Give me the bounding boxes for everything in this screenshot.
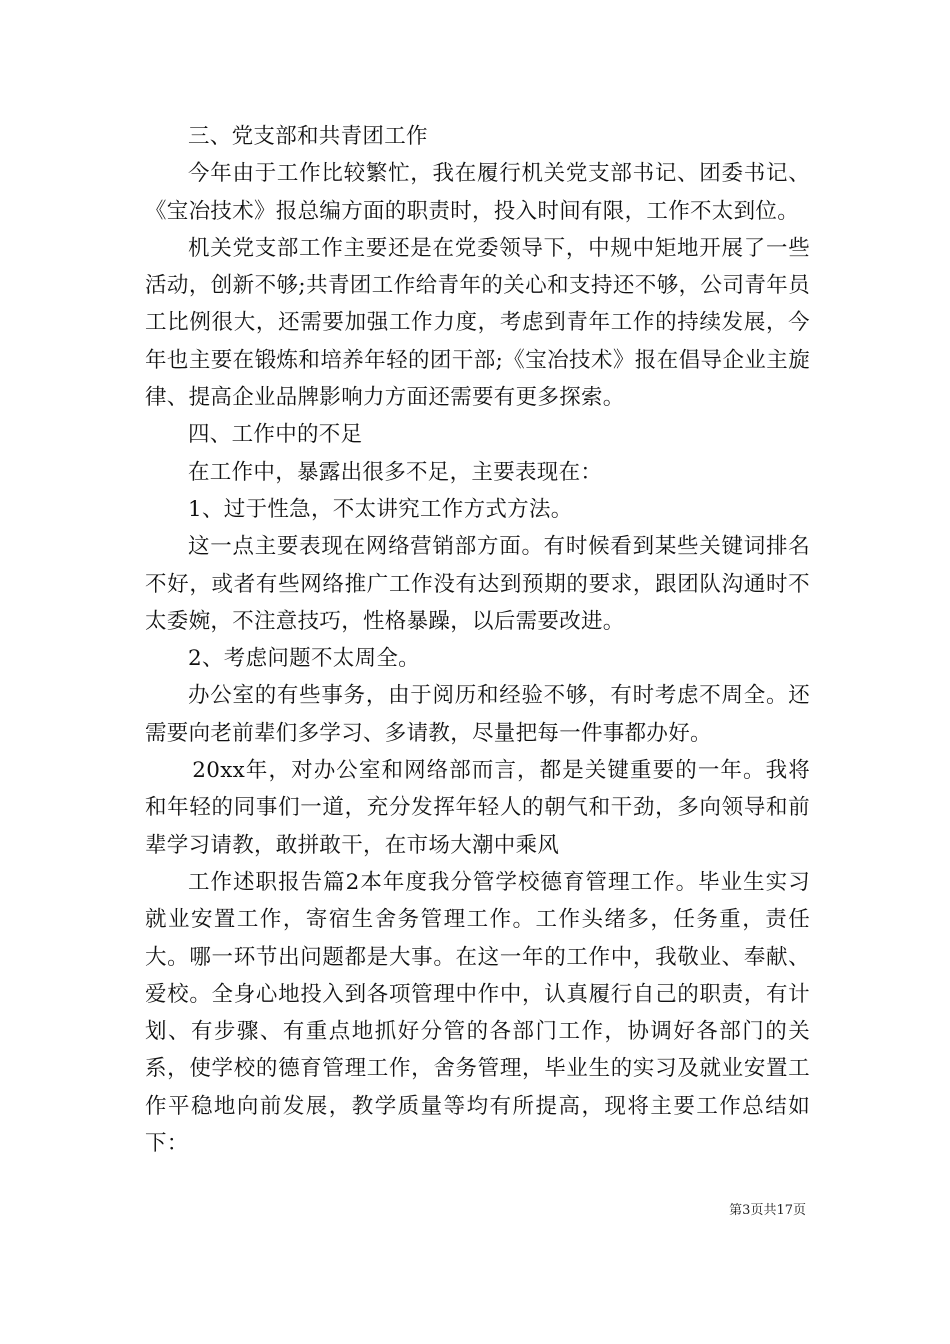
paragraph: 今年由于工作比较繁忙，我在履行机关党支部书记、团委书记、《宝冶技术》报总编方面的职责时，投入时间有限，工作不太到位。 bbox=[145, 161, 810, 224]
list-item: 1、过于性急，不太讲究工作方式方法。 bbox=[188, 496, 573, 522]
paragraph: 20xx年，对办公室和网络部而言，都是关键重要的一年。我将和年轻的同事们一道，充分发挥年轻人的朝气和干劲，多向领导和前辈学习请教，敢拼敢干，在市场大潮中乘风 bbox=[145, 758, 810, 858]
paragraph: 工作述职报告篇2本年度我分管学校德育管理工作。毕业生实习就业安置工作，寄宿生舍务管理工作。工作头绪多，任务重，责任大。哪一环节出问题都是大事。在这一年的工作中，我敬业、奉献、爱校。全身心地投入到各项管理中作中，认真履行自己的职责，有计划、有步骤、有重点地抓好分管的各部门工作，协调好各部门的关系，使学校的德育管理工作，舍务管理，毕业生的实习及就业安置工作平稳地向前发展，教学质量等均有所提高，现将主要工作总结如下： bbox=[145, 869, 810, 1157]
paragraph: 这一点主要表现在网络营销部方面。有时候看到某些关键词排名不好，或者有些网络推广工作没有达到预期的要求，跟团队沟通时不太委婉，不注意技巧，性格暴躁，以后需要改进。 bbox=[145, 534, 810, 634]
list-item: 2、考虑问题不太周全。 bbox=[188, 646, 420, 672]
paragraph: 办公室的有些事务，由于阅历和经验不够，有时考虑不周全。还需要向老前辈们多学习、多请教，尽量把每一件事都办好。 bbox=[145, 683, 810, 746]
paragraph: 在工作中，暴露出很多不足，主要表现在： bbox=[188, 459, 603, 485]
section-heading-4: 四、工作中的不足 bbox=[188, 422, 363, 448]
paragraph: 机关党支部工作主要还是在党委领导下，中规中矩地开展了一些活动，创新不够;共青团工作给青年的关心和支持还不够，公司青年员工比例很大，还需要加强工作力度，考虑到青年工作的持续发展，今年也主要在锻炼和培养年轻的团干部;《宝冶技术》报在倡导企业主旋律、提高企业品牌影响力方面还需要有更多探索。 bbox=[145, 235, 810, 411]
body-text bbox=[145, 118, 810, 1162]
section-heading-3: 三、党支部和共青团工作 bbox=[188, 124, 428, 149]
page-number: 第3页共17页 bbox=[729, 1203, 806, 1218]
